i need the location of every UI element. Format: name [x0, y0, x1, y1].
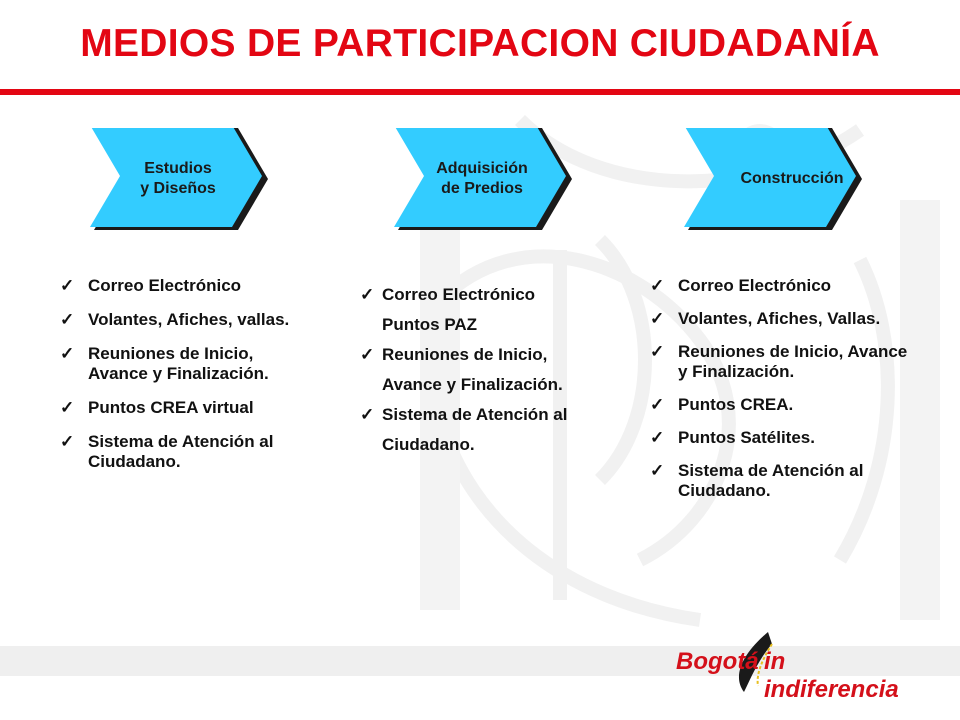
list-item: ✓ Reuniones de Inicio, Avance y Finalización.	[360, 340, 590, 400]
list-item: ✓ Volantes, Afiches, Vallas.	[650, 309, 881, 328]
checkmark-icon: ✓	[650, 342, 665, 361]
checkmark-icon: ✓	[60, 310, 75, 329]
list-item: ✓ Reuniones de Inicio, Avance y Finalización.	[650, 342, 908, 381]
bogota-logo	[672, 624, 912, 703]
list-item: ✓ Volantes, Afiches, vallas.	[60, 310, 290, 329]
list-item: ✓ Sistema de Atención al Ciudadano.	[60, 432, 274, 471]
checkmark-icon: ✓	[650, 309, 665, 328]
logo-text: Bogotá	[676, 648, 759, 675]
checkmark-icon: ✓	[60, 432, 75, 451]
checkmark-icon: ✓	[360, 345, 375, 364]
checkmark-icon: ✓	[650, 461, 665, 480]
list-item: ✓ Puntos Satélites.	[650, 428, 815, 447]
list-item: ✓ Sistema de Atención al Ciudadano.	[650, 461, 864, 500]
chevron-label: Construcción	[740, 170, 844, 187]
list-item: ✓ Puntos CREA virtual	[60, 398, 254, 417]
list-item: ✓ Correo Electrónico	[60, 276, 242, 295]
checkmark-icon: ✓	[650, 276, 665, 295]
checkmark-icon: ✓	[650, 428, 665, 447]
checkmark-icon: ✓	[60, 344, 75, 363]
page-title: MEDIOS DE PARTICIPACION CIUDADANÍA	[80, 22, 880, 65]
checkmark-icon: ✓	[650, 395, 665, 414]
chevron-estudios	[88, 128, 268, 230]
list-item: ✓ Correo Electrónico	[650, 276, 832, 295]
list-adquisicion	[360, 280, 590, 460]
checkmark-icon: ✓	[60, 398, 75, 417]
list-item: ✓ Correo Electrónico Puntos PAZ	[360, 280, 590, 340]
chevron-label: Adquisición de Predios	[436, 160, 528, 197]
list-item: ✓ Sistema de Atención al Ciudadano.	[360, 400, 590, 460]
checkmark-icon: ✓	[60, 276, 75, 295]
chevron-adquisicion	[392, 128, 572, 230]
chevron-label: Estudios y Diseños	[140, 160, 216, 197]
chevron-construccion	[682, 128, 862, 230]
list-item: ✓ Puntos CREA.	[650, 395, 794, 414]
checkmark-icon: ✓	[360, 285, 375, 304]
logo-text: in indiferencia	[764, 648, 899, 703]
list-construccion	[650, 276, 910, 514]
list-item: ✓ Reuniones de Inicio, Avance y Finalización.	[60, 344, 269, 383]
title-divider	[0, 89, 960, 95]
list-estudios	[60, 276, 300, 486]
checkmark-icon: ✓	[360, 405, 375, 424]
